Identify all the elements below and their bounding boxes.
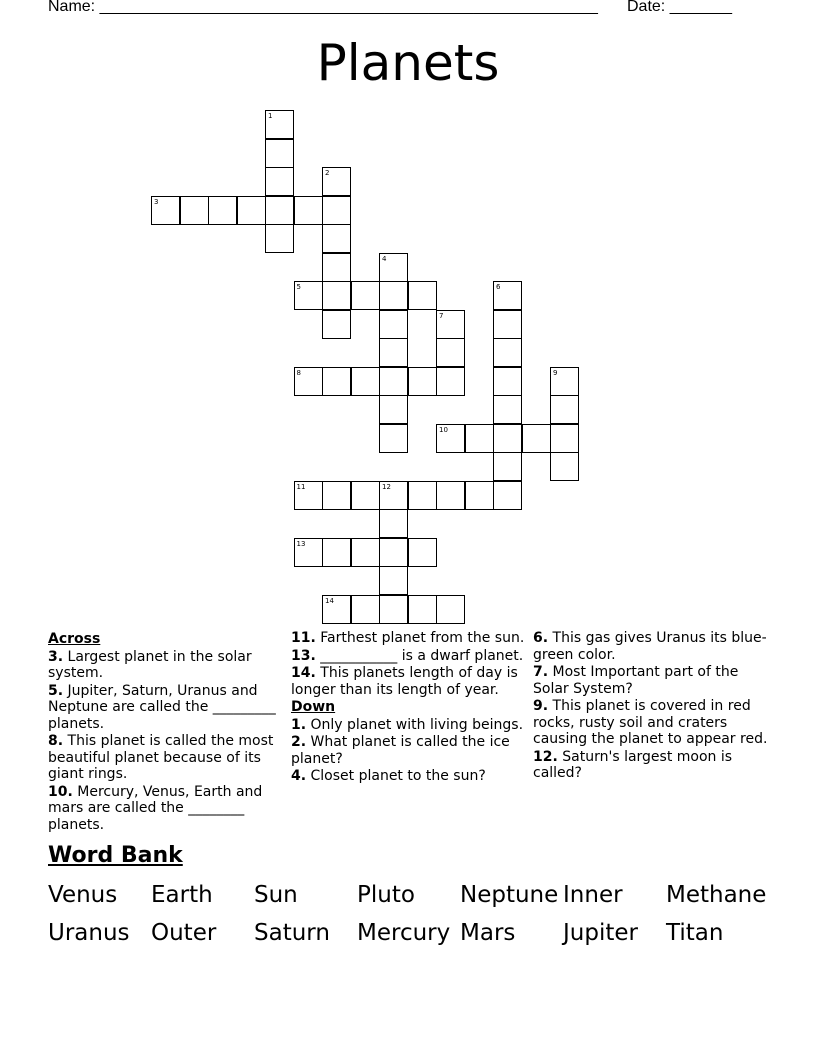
clue-number: 5 <box>296 283 301 291</box>
word-bank-word: Mars <box>460 920 516 946</box>
crossword-cell[interactable] <box>522 424 551 453</box>
crossword-cell[interactable] <box>151 196 180 225</box>
crossword-cell[interactable] <box>408 481 437 510</box>
crossword-cell[interactable] <box>436 310 465 339</box>
crossword-cell[interactable] <box>265 196 294 225</box>
crossword-cell[interactable] <box>436 481 465 510</box>
crossword-cell[interactable] <box>465 481 494 510</box>
crossword-cell[interactable] <box>265 224 294 253</box>
clue-across-11: 11. Farthest planet from the sun. <box>291 630 525 646</box>
word-bank-word: Sun <box>254 882 298 908</box>
crossword-cell[interactable] <box>294 538 323 567</box>
crossword-cell[interactable] <box>379 424 408 453</box>
crossword-cell[interactable] <box>379 253 408 282</box>
crossword-cell[interactable] <box>237 196 266 225</box>
word-bank-word: Mercury <box>357 920 451 946</box>
crossword-cell[interactable] <box>322 281 351 310</box>
crossword-cell[interactable] <box>180 196 209 225</box>
date-blank[interactable]: _______ <box>669 0 732 15</box>
crossword-cell[interactable] <box>436 338 465 367</box>
crossword-cell[interactable] <box>436 424 465 453</box>
crossword-cell[interactable] <box>408 538 437 567</box>
word-bank-word: Inner <box>563 882 623 908</box>
crossword-cell[interactable] <box>550 395 579 424</box>
clue-number: 8 <box>296 368 301 377</box>
clue-across-5: 5. Jupiter, Saturn, Uranus and Neptune are called the _________ planets. <box>48 682 276 732</box>
crossword-cell[interactable] <box>294 281 323 310</box>
clue-across-8: 8. This planet is called the most beautiful planet because of its giant rings. <box>48 733 274 782</box>
crossword-cell[interactable] <box>351 367 380 396</box>
word-bank-word: Saturn <box>254 920 330 946</box>
clue-number: 6 <box>496 283 501 291</box>
crossword-cell[interactable] <box>436 595 465 624</box>
crossword-cell[interactable] <box>379 538 408 567</box>
crossword-cell[interactable] <box>379 310 408 339</box>
across-heading: Across <box>48 631 101 647</box>
clue-column-3 <box>533 630 769 782</box>
crossword-cell[interactable] <box>550 452 579 481</box>
crossword-cell[interactable] <box>322 595 351 624</box>
crossword-cell[interactable] <box>351 538 380 567</box>
crossword-cell[interactable] <box>493 367 522 396</box>
crossword-cell[interactable] <box>493 338 522 367</box>
crossword-cell[interactable] <box>379 338 408 367</box>
name-blank[interactable]: ________________________________________________________ <box>99 0 598 15</box>
crossword-cell[interactable] <box>379 566 408 595</box>
clue-across-3: 3. Largest planet in the solar system. <box>48 648 252 681</box>
crossword-cell[interactable] <box>550 367 579 396</box>
clue-across-10: 10. Mercury, Venus, Earth and mars are called the ________ planets. <box>48 783 263 833</box>
clue-number: 14 <box>325 596 334 605</box>
crossword-cell[interactable] <box>493 481 522 510</box>
crossword-cell[interactable] <box>493 310 522 339</box>
crossword-cell[interactable] <box>493 452 522 481</box>
word-bank-word: Neptune <box>460 882 559 908</box>
crossword-cell[interactable] <box>493 281 522 310</box>
crossword-cell[interactable] <box>408 595 437 624</box>
crossword-cell[interactable] <box>408 367 437 396</box>
word-bank-word: Uranus <box>48 920 130 946</box>
clue-number: 2 <box>325 169 330 177</box>
crossword-cell[interactable] <box>322 167 351 196</box>
clue-down-1: 1. Only planet with living beings. <box>291 716 524 733</box>
crossword-cell[interactable] <box>265 139 294 168</box>
crossword-cell[interactable] <box>493 395 522 424</box>
clue-number: 10 <box>439 425 448 434</box>
word-bank-word: Earth <box>151 882 213 908</box>
clue-across-14: 14. This planets length of day is longer than its length of year. <box>291 665 518 698</box>
clue-down-4: 4. Closet planet to the sun? <box>291 768 486 784</box>
crossword-cell[interactable] <box>208 196 237 225</box>
crossword-cell[interactable] <box>294 367 323 396</box>
clue-down-9: 9. This planet is covered in red rocks, rusty soil and craters causing the planet to appear red. <box>533 698 768 747</box>
clue-across-13: 13. ___________ is a dwarf planet. <box>291 647 524 664</box>
crossword-cell[interactable] <box>351 281 380 310</box>
crossword-cell[interactable] <box>379 367 408 396</box>
crossword-cell[interactable] <box>379 281 408 310</box>
clue-number: 7 <box>439 311 444 320</box>
clue-down-12: 12. Saturn's largest moon is called? <box>533 748 733 781</box>
word-bank-word: Outer <box>151 920 217 946</box>
crossword-cell[interactable] <box>265 167 294 196</box>
crossword-cell[interactable] <box>550 424 579 453</box>
clue-number: 4 <box>382 254 387 263</box>
crossword-cell[interactable] <box>322 538 351 567</box>
crossword-cell[interactable] <box>322 224 351 253</box>
word-bank-word: Jupiter <box>563 920 638 946</box>
clue-column-2 <box>291 630 527 785</box>
date-label: Date: <box>627 0 670 15</box>
clue-number: 9 <box>553 368 558 377</box>
word-bank-word: Venus <box>48 882 118 908</box>
clue-number: 12 <box>382 482 391 491</box>
crossword-cell[interactable] <box>493 424 522 453</box>
clue-down-2: 2. What planet is called the ice planet? <box>291 734 510 767</box>
word-bank-word: Titan <box>666 920 724 946</box>
crossword-cell[interactable] <box>351 595 380 624</box>
crossword-cell[interactable] <box>408 281 437 310</box>
crossword-cell[interactable] <box>294 196 323 225</box>
word-bank-title: Word Bank <box>48 843 183 868</box>
clue-column-1 <box>48 630 284 833</box>
word-bank-word: Pluto <box>357 882 415 908</box>
crossword-cell[interactable] <box>379 509 408 538</box>
word-bank-word: Methane <box>666 882 767 908</box>
crossword-cell[interactable] <box>379 481 408 510</box>
crossword-cell[interactable] <box>322 367 351 396</box>
clue-down-6: 6. This gas gives Uranus its blue-green color. <box>533 630 767 663</box>
name-label: Name: <box>48 0 100 15</box>
page-title: Planets <box>316 34 500 92</box>
crossword-cell[interactable] <box>322 253 351 282</box>
crossword-cell[interactable] <box>322 481 351 510</box>
crossword-cell[interactable] <box>265 110 294 139</box>
crossword-cell[interactable] <box>379 395 408 424</box>
clue-down-7: 7. Most Important part of the Solar System? <box>533 664 739 697</box>
crossword-cell[interactable] <box>322 196 351 225</box>
crossword-cell[interactable] <box>294 481 323 510</box>
clue-number: 13 <box>296 539 306 548</box>
down-heading: Down <box>291 699 336 715</box>
clue-number: 3 <box>154 197 159 206</box>
crossword-cell[interactable] <box>379 595 408 624</box>
crossword-cell[interactable] <box>351 481 380 510</box>
clue-number: 1 <box>268 112 273 120</box>
crossword-cell[interactable] <box>465 424 494 453</box>
crossword-cell[interactable] <box>322 310 351 339</box>
clue-number: 11 <box>296 482 306 491</box>
crossword-cell[interactable] <box>436 367 465 396</box>
